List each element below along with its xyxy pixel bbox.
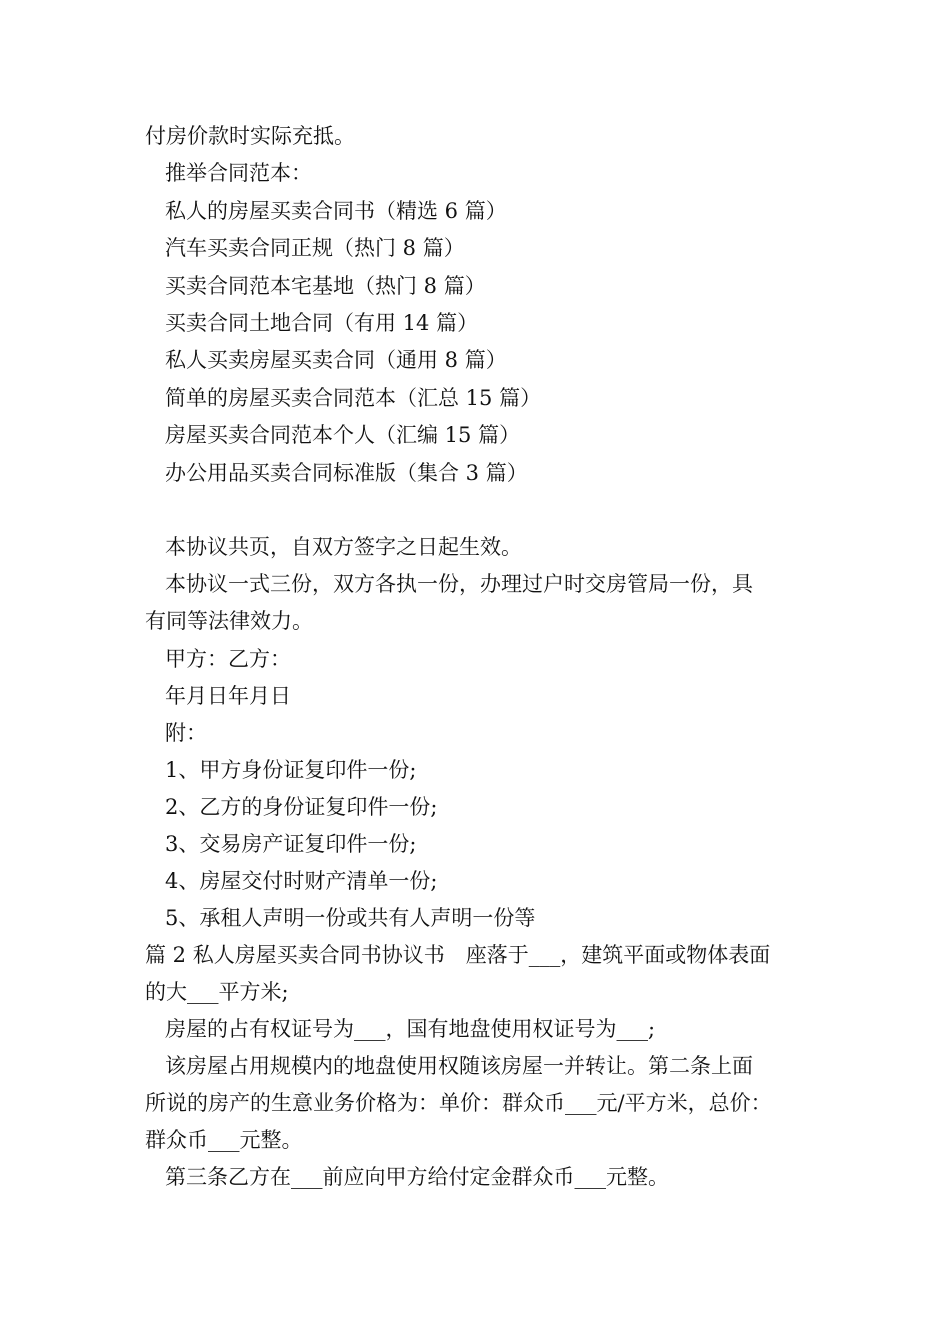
list-item: 房屋买卖合同范本个人（汇编 15 篇） bbox=[165, 423, 521, 447]
list-item: 买卖合同范本宅基地（热门 8 篇） bbox=[165, 274, 486, 298]
list-item: 3、交易房产证复印件一份; bbox=[165, 832, 417, 856]
text-line: 甲方：乙方： bbox=[165, 647, 291, 671]
list-item: 私人买卖房屋买卖合同（通用 8 篇） bbox=[165, 348, 507, 372]
list-item: 私人的房屋买卖合同书（精选 6 篇） bbox=[165, 199, 507, 223]
list-item: 2、乙方的身份证复印件一份; bbox=[165, 795, 438, 819]
text-line: 第三条乙方在___前应向甲方给付定金群众币___元整。 bbox=[165, 1165, 669, 1189]
text-line: 付房价款时实际充抵。 bbox=[145, 124, 355, 148]
list-item: 汽车买卖合同正规（热门 8 篇） bbox=[165, 236, 465, 260]
text-line: 的大___平方米; bbox=[145, 980, 289, 1004]
list-item: 5、承租人声明一份或共有人声明一份等 bbox=[165, 906, 536, 930]
text-line: 年月日年月日 bbox=[165, 684, 291, 708]
text-line: 本协议共页，自双方签字之日起生效。 bbox=[165, 535, 522, 559]
text-line: 篇 2 私人房屋买卖合同书协议书 座落于___，建筑平面或物体表面 bbox=[145, 943, 771, 967]
list-item: 1、甲方身份证复印件一份; bbox=[165, 758, 417, 782]
text-line: 群众币___元整。 bbox=[145, 1128, 303, 1152]
list-item: 简单的房屋买卖合同范本（汇总 15 篇） bbox=[165, 386, 542, 410]
list-item: 办公用品买卖合同标准版（集合 3 篇） bbox=[165, 461, 528, 485]
text-line: 该房屋占用规模内的地盘使用权随该房屋一并转让。第二条上面 bbox=[165, 1054, 753, 1078]
text-line: 所说的房产的生意业务价格为：单价：群众币___元/平方米，总价： bbox=[145, 1091, 772, 1115]
list-item: 买卖合同土地合同（有用 14 篇） bbox=[165, 311, 479, 335]
text-line: 本协议一式三份，双方各执一份，办理过户时交房管局一份，具 bbox=[165, 572, 753, 596]
text-line: 附： bbox=[165, 721, 207, 745]
text-line: 推举合同范本： bbox=[165, 161, 312, 185]
text-line: 房屋的占有权证号为___，国有地盘使用权证号为___; bbox=[165, 1017, 656, 1041]
text-line: 有同等法律效力。 bbox=[145, 609, 313, 633]
list-item: 4、房屋交付时财产清单一份; bbox=[165, 869, 438, 893]
